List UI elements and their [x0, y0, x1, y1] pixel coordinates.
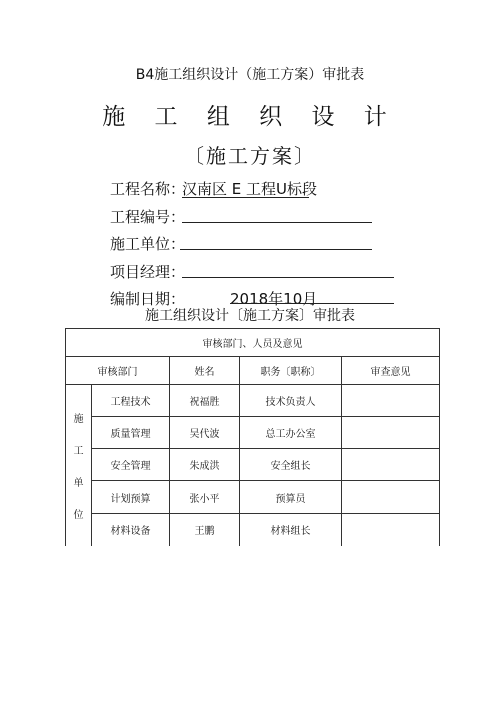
column-header-department: 审核部门 [66, 357, 170, 385]
project-name-underline [182, 197, 309, 198]
section-header-row [66, 329, 440, 357]
document-subtitle: 〔施工方案〕 [184, 144, 316, 168]
group-label-construction-unit [66, 385, 92, 546]
title-cell: 预算员 [240, 481, 342, 514]
document-title: 施 工 组 织 设 计 [102, 104, 398, 130]
name-cell: 张小平 [170, 481, 240, 514]
project-manager-label: 项目经理： [110, 263, 186, 281]
opinion-cell [342, 514, 440, 546]
construction-unit-label: 施工单位： [110, 235, 186, 253]
department-cell: 工程技术 [92, 385, 170, 417]
group-label-char: 单 [73, 478, 84, 490]
column-header-name: 姓名 [170, 357, 240, 385]
column-header-row [66, 357, 440, 385]
group-label-char: 工 [73, 446, 84, 458]
table-row [66, 514, 440, 546]
title-cell: 安全组长 [240, 449, 342, 481]
form-title: B4施工组织设计（施工方案）审批表 [135, 67, 365, 83]
opinion-cell [342, 481, 440, 514]
group-label-char: 位 [73, 510, 84, 522]
compile-date-underline [230, 303, 394, 304]
department-cell: 安全管理 [92, 449, 170, 481]
name-cell: 朱成洪 [170, 449, 240, 481]
table-row [66, 385, 440, 417]
title-cell: 材料组长 [240, 514, 342, 546]
column-header-opinion: 审查意见 [342, 357, 440, 385]
title-cell: 技术负责人 [240, 385, 342, 417]
column-header-title: 职务〔职称〕 [240, 357, 342, 385]
project-name-value: 汉南区 E 工程U标段 [182, 180, 317, 198]
opinion-cell [342, 417, 440, 449]
table-title: 施工组织设计〔施工方案〕审批表 [145, 308, 355, 324]
compile-date-label: 编制日期： [110, 290, 186, 308]
project-number-label: 工程编号： [110, 208, 186, 226]
project-name-label: 工程名称： [110, 180, 186, 198]
table-row [66, 449, 440, 481]
department-cell: 材料设备 [92, 514, 170, 546]
table-row [66, 481, 440, 514]
section-header: 审核部门、人员及意见 [66, 329, 440, 357]
construction-unit-underline [180, 249, 372, 250]
approval-table [65, 328, 440, 546]
opinion-cell [342, 449, 440, 481]
project-manager-underline [182, 277, 394, 278]
name-cell: 吴代波 [170, 417, 240, 449]
compile-date-value: 2018年10月 [230, 290, 318, 308]
department-cell: 计划预算 [92, 481, 170, 514]
project-number-underline [182, 222, 372, 223]
name-cell: 祝福胜 [170, 385, 240, 417]
department-cell: 质量管理 [92, 417, 170, 449]
name-cell: 王鹏 [170, 514, 240, 546]
group-label-char: 施 [73, 414, 84, 426]
table-row [66, 417, 440, 449]
title-cell: 总工办公室 [240, 417, 342, 449]
opinion-cell [342, 385, 440, 417]
